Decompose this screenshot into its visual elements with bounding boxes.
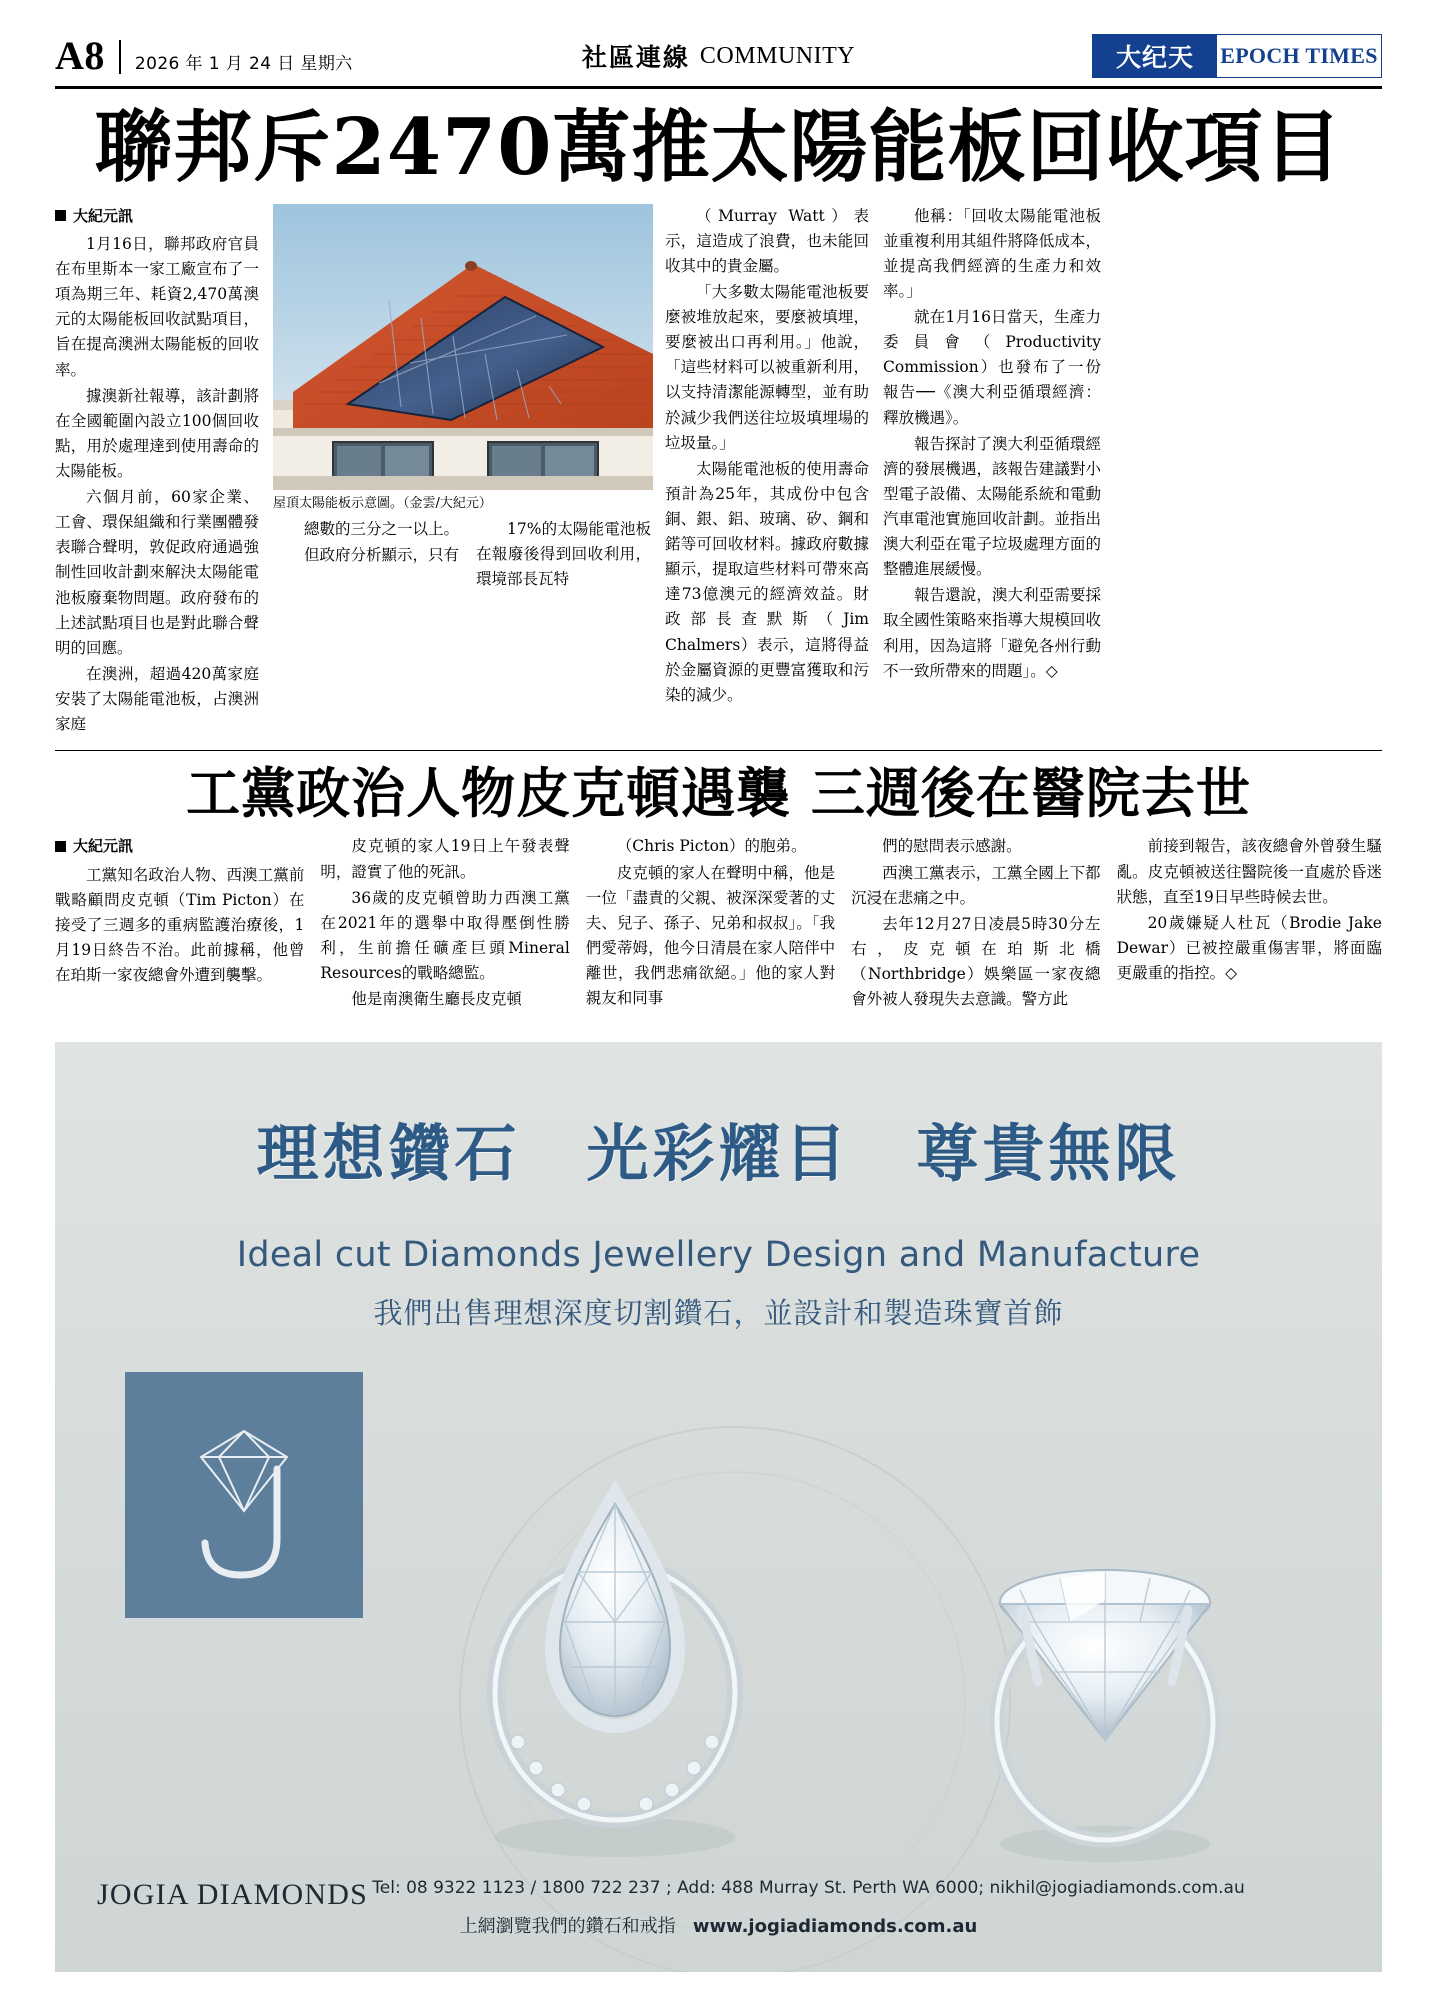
bullet-square-icon — [55, 841, 66, 852]
paragraph: （Murray Watt）表示，這造成了浪費，也未能回收其中的貴金屬。 — [665, 206, 869, 275]
paragraph: 西澳工黨表示，工黨全國上下都沉浸在悲痛之中。 — [851, 863, 1101, 907]
paragraph: 去年12月27日凌晨5時30分左右，皮克頓在珀斯北橋（Northbridge）娛樂區一家夜總會外被人發現失去意識。警方此 — [851, 914, 1101, 1009]
article2-column-5 — [1117, 834, 1382, 1013]
ad-contact-line: Tel: 08 9322 1123 / 1800 722 237 ; Add: 488 Murray St. Perth WA 6000; nikhil@jogiadiamonds.com.au — [372, 1878, 1245, 1898]
article1-column-3 — [665, 204, 883, 738]
diamond-j-icon — [149, 1395, 339, 1595]
article1-column-1 — [55, 204, 273, 738]
article1-photo-block — [273, 204, 653, 513]
article1-column-4 — [883, 204, 1101, 738]
advertisement — [55, 1042, 1382, 1972]
paragraph: 皮克頓的家人19日上午發表聲明，證實了他的死訊。 — [320, 837, 570, 881]
paragraph: 據澳新社報導，該計劃將在全國範圍內設立100個回收點，用於處理達到使用壽命的太陽能板。 — [55, 386, 259, 480]
paragraph: 20歲嫌疑人杜瓦（Brodie Jake Dewar）已被控嚴重傷害罪，將面臨更嚴重的指控。◇ — [1116, 913, 1382, 982]
round-diamond-ring-image — [910, 1472, 1300, 1882]
epoch-times-logo — [1092, 34, 1382, 78]
paragraph: 「大多數太陽能電池板要麼被堆放起來，要麼被填埋，要麼被出口再利用。」他說，「這些材料可以被重新利用，以支持清潔能源轉型，並有助於減少我們送往垃圾填埋場的垃圾量。」 — [665, 283, 869, 452]
masthead-rule — [55, 86, 1382, 89]
section-title-en: COMMUNITY — [699, 42, 856, 69]
article1-subcolumns — [273, 517, 651, 593]
ad-web-line — [55, 1912, 1382, 1938]
ad-subtitle-cn: 我們出售理想深度切割鑽石，並設計和製造珠寶首飾 — [373, 1296, 1064, 1330]
ad-headline-en: Ideal cut Diamonds Jewellery Design and Manufacture — [236, 1235, 1201, 1275]
article1-column-2a — [273, 517, 476, 593]
bullet-square-icon — [55, 210, 66, 221]
article2-column-4 — [851, 834, 1116, 1013]
page-number: A8 — [55, 33, 105, 78]
logo-cn: 大纪天 — [1093, 35, 1217, 77]
article2-column-1 — [55, 834, 320, 1013]
paragraph: 太陽能電池板的使用壽命預計為25年，其成份中包含銅、銀、鋁、玻璃、矽、鋼和鍩等可回收材料。據政府數據顯示，提取這些材料可帶來高達73億澳元的經濟效益。財政部長查默斯（Jim Chalmers）表示，這將得益於金屬資源的更豐富獲取和污染的減少。 — [665, 459, 869, 704]
article1-byline — [55, 204, 259, 228]
paragraph: 他稱：「回收太陽能電池板並重複利用其組件將降低成本，並提高我們經濟的生產力和效率。」 — [883, 206, 1101, 300]
photo-caption: 屋頂太陽能板示意圖。（金雲/大紀元） — [273, 495, 492, 511]
paragraph: 在澳洲，超過420萬家庭安裝了太陽能電池板，占澳洲家庭 — [55, 664, 259, 734]
paragraph: 就在1月16日當天，生產力委員會（Productivity Commission）也發布了一份報告──《澳大利亞循環經濟：釋放機遇》。 — [883, 308, 1101, 427]
paragraph: 皮克頓的家人在聲明中稱，他是一位「盡責的父親、被深深愛著的丈夫、兒子、孫子、兄弟和叔叔」。「我們愛蒂姆，他今日清晨在家人陪伴中離世，我們悲痛欲絕。」他的家人對親友和同事 — [585, 863, 836, 1008]
paragraph: 他是南澳衛生廳長皮克頓 — [351, 990, 522, 1009]
section-divider — [55, 750, 1382, 751]
paragraph: 36歲的皮克頓曾助力西澳工黨在2021年的選舉中取得壓倒性勝利，生前擔任礦產巨頭Mineral Resources的戰略總監。 — [320, 888, 570, 982]
ad-web-label: 上網瀏覽我們的鑽石和戒指 — [459, 1916, 676, 1937]
section-title-cn: 社區連線 — [581, 43, 690, 72]
article2-column-3 — [586, 834, 851, 1013]
logo-en: EPOCH TIMES — [1217, 35, 1381, 77]
article2-byline — [55, 834, 304, 858]
masthead — [55, 0, 1382, 76]
paragraph: 們的慰問表示感謝。 — [882, 837, 1022, 856]
paragraph: 前接到報告，該夜總會外曾發生騷亂。皮克頓被送往醫院後一直處於昏迷狀態，直至19日早些時候去世。 — [1116, 837, 1382, 906]
solar-panel-photo — [273, 204, 653, 490]
paragraph: 六個月前，60家企業、工會、環保組織和行業團體發表聯合聲明，敦促政府通過強制性回收計劃來解決太陽能電池板廢棄物問題。政府發布的上述試點項目也是對此聯合聲明的回應。 — [55, 488, 259, 657]
ad-brand-name: JOGIA DIAMONDS — [97, 1878, 368, 1911]
publication-date: 2026 年 1 月 24 日 星期六 — [134, 54, 353, 74]
article1-column-2 — [273, 204, 665, 738]
pear-diamond-ring-image — [400, 1442, 830, 1872]
ad-web-url[interactable]: www.jogiadiamonds.com.au — [692, 1916, 978, 1937]
paragraph: 工黨知名政治人物、西澳工黨前戰略顧問皮克頓（Tim Picton）在接受了三週多的重病監護治療後，1月19日終告不治。此前據稱，他曾在珀斯一家夜總會外遭到襲擊。 — [55, 865, 305, 985]
photo-illustration — [273, 204, 653, 490]
paragraph: 報告探討了澳大利亞循環經濟的發展機遇，該報告建議對小型電子設備、太陽能系統和電動汽車電池實施回收計劃。並指出澳大利亞在電子垃圾處理方面的整體進展緩慢。 — [883, 434, 1101, 579]
paragraph: 1月16日，聯邦政府官員在布里斯本一家工廠宣布了一項為期三年、耗資2,470萬澳元的太陽能板回收試點項目，旨在提高澳洲太陽能板的回收率。 — [55, 234, 259, 379]
paragraph: 總數的三分之一以上。 — [304, 519, 460, 538]
article1-headline: 聯邦斥2470萬推太陽能板回收項目 — [94, 102, 1343, 193]
jogia-logo-tile — [125, 1372, 363, 1618]
paragraph: （Chris Picton）的胞弟。 — [616, 837, 807, 856]
byline-text: 大紀元訊 — [73, 206, 134, 225]
paragraph: 17%的太陽能電池板在報廢後得到回收利用，環境部長瓦特 — [475, 519, 651, 589]
byline-text: 大紀元訊 — [73, 837, 134, 856]
ad-footer — [55, 1878, 1382, 1938]
ad-headline-cn: 理想鑽石 光彩耀目 尊貴無限 — [256, 1117, 1181, 1190]
paragraph: 但政府分析顯示，只有 — [304, 545, 460, 564]
article2-column-2 — [320, 834, 585, 1013]
article2 — [55, 834, 1382, 1013]
article1 — [55, 204, 1382, 738]
article2-headline: 工黨政治人物皮克頓遇襲 三週後在醫院去世 — [186, 761, 1251, 826]
paragraph: 報告還說，澳大利亞需要採取全國性策略來指導大規模回收利用，因為這將「避免各州行動不一致所帶來的問題」。◇ — [883, 586, 1101, 680]
article1-column-2b — [476, 517, 651, 593]
